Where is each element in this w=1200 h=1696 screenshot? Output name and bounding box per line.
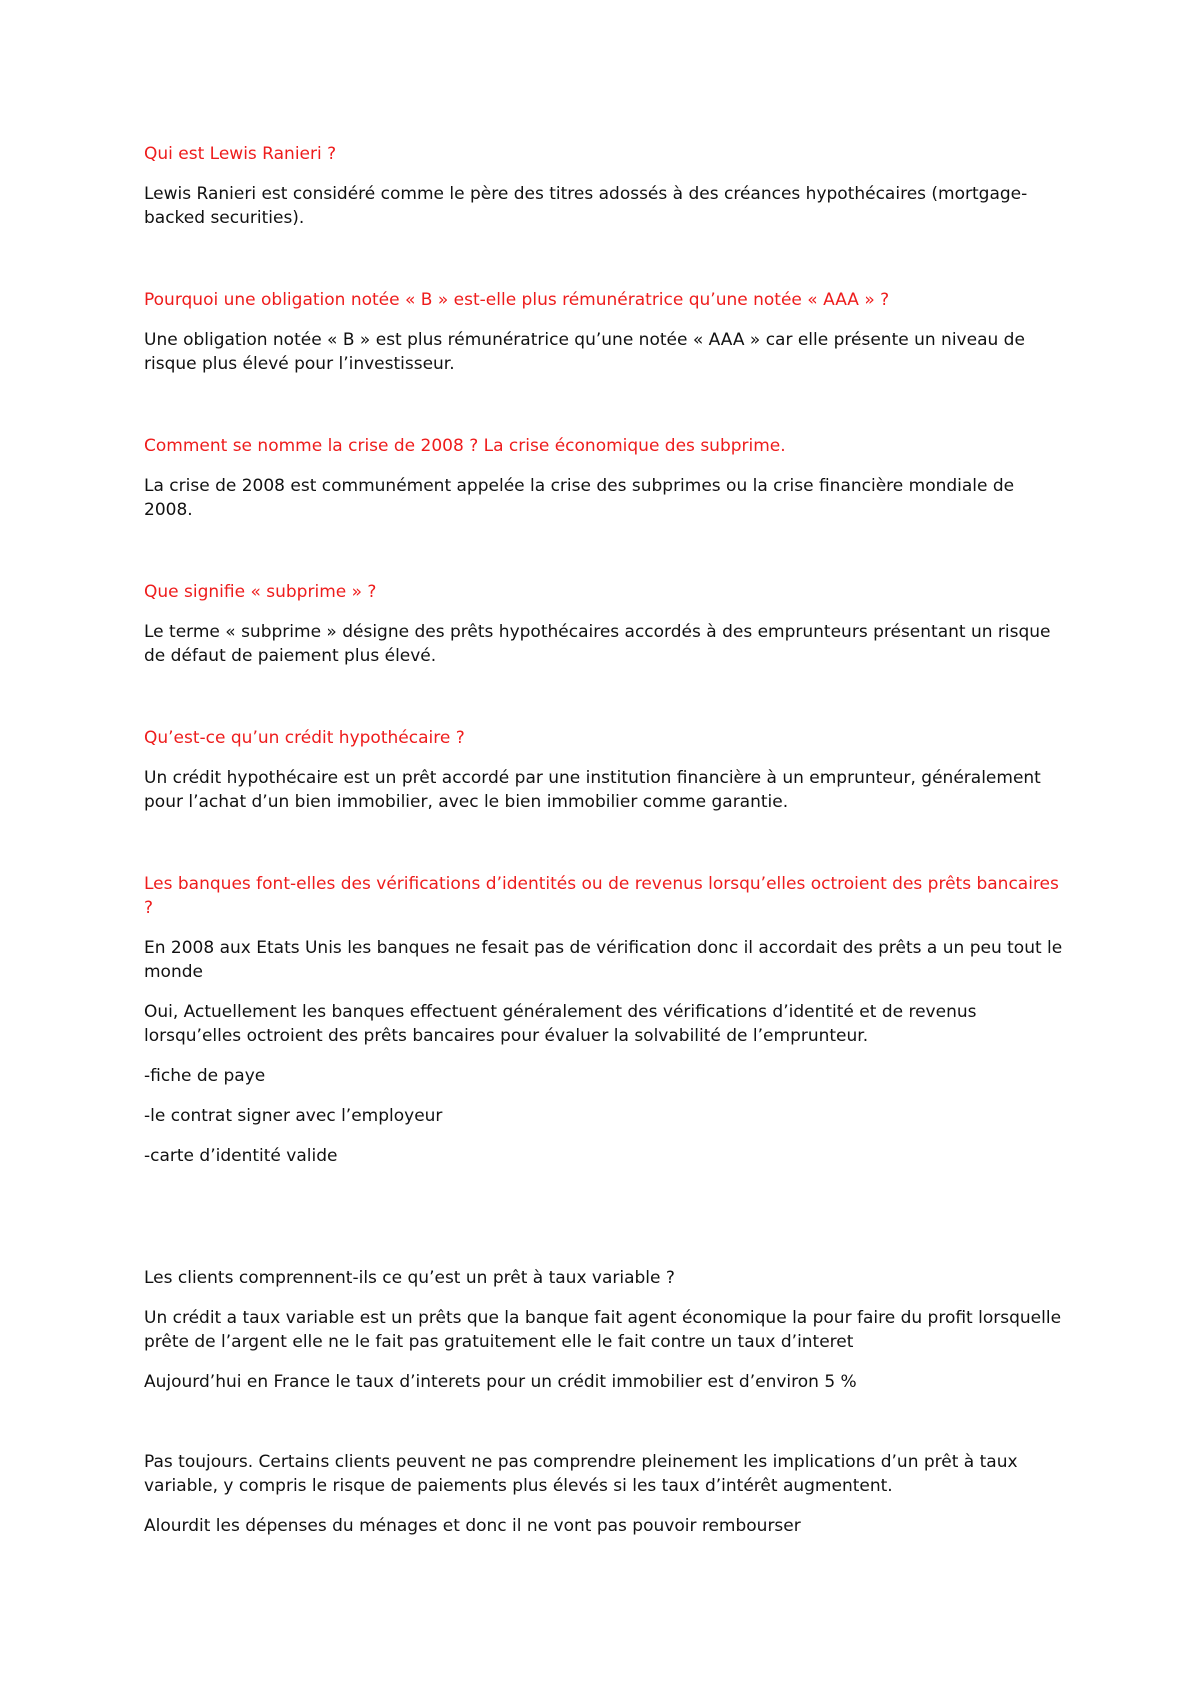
- question-verifications-banques: Les banques font-elles des vérifications d’identités ou de revenus lorsqu’elles octroient des prêts bancaires ?: [144, 874, 1059, 918]
- answer-verifications-actuelles: Oui, Actuellement les banques effectuent généralement des vérifications d’identité et de revenus lorsqu’elles octroient des prêts bancaires pour évaluer la solvabilité de l’emprunteur.: [144, 1002, 977, 1046]
- list-item-contrat: -le contrat signer avec l’employeur: [144, 1106, 443, 1126]
- list-item-fiche-de-paye: -fiche de paye: [144, 1066, 266, 1086]
- question-subprime: Que signifie « subprime » ?: [144, 582, 377, 602]
- answer-etats-unis-2008: En 2008 aux Etats Unis les banques ne fesait pas de vérification donc il accordait des prêts a un peu tout le monde: [144, 938, 1063, 982]
- answer-credit-hypothecaire: Un crédit hypothécaire est un prêt accordé par une institution financière à un emprunteur, généralement pour l’achat d’un bien immobilier, avec le bien immobilier comme garantie.: [144, 768, 1041, 812]
- question-taux-variable: Les clients comprennent-ils ce qu’est un prêt à taux variable ?: [144, 1268, 675, 1288]
- answer-taux-variable-definition: Un crédit a taux variable est un prêts que la banque fait agent économique la pour faire du profit lorsquelle prête de l’argent elle ne le fait pas gratuitement elle le fait contre un taux d’interet: [144, 1308, 1062, 1352]
- answer-subprime: Le terme « subprime » désigne des prêts hypothécaires accordés à des emprunteurs présentant un risque de défaut de paiement plus élevé.: [144, 622, 1051, 666]
- list-item-carte-identite: -carte d’identité valide: [144, 1146, 338, 1166]
- answer-taux-france: Aujourd’hui en France le taux d’interets pour un crédit immobilier est d’environ 5 %: [144, 1372, 857, 1392]
- answer-pas-toujours: Pas toujours. Certains clients peuvent ne pas comprendre pleinement les implications d’un prêt à taux variable, y compris le risque de paiements plus élevés si les taux d’intérêt augmentent.: [144, 1452, 1018, 1496]
- question-obligation-b: Pourquoi une obligation notée « B » est-elle plus rémunératrice qu’une notée « AAA » ?: [144, 290, 890, 310]
- question-crise-2008: Comment se nomme la crise de 2008 ? La crise économique des subprime.: [144, 436, 786, 456]
- answer-alourdit-depenses: Alourdit les dépenses du ménages et donc il ne vont pas pouvoir rembourser: [144, 1516, 801, 1536]
- question-lewis-ranieri: Qui est Lewis Ranieri ?: [144, 144, 337, 164]
- answer-lewis-ranieri: Lewis Ranieri est considéré comme le père des titres adossés à des créances hypothécaires (mortgage-backed securities).: [144, 184, 1028, 228]
- question-credit-hypothecaire: Qu’est-ce qu’un crédit hypothécaire ?: [144, 728, 465, 748]
- answer-obligation-b: Une obligation notée « B » est plus rémunératrice qu’une notée « AAA » car elle présente un niveau de risque plus élevé pour l’investisseur.: [144, 330, 1025, 374]
- answer-crise-2008: La crise de 2008 est communément appelée la crise des subprimes ou la crise financière mondiale de 2008.: [144, 476, 1015, 520]
